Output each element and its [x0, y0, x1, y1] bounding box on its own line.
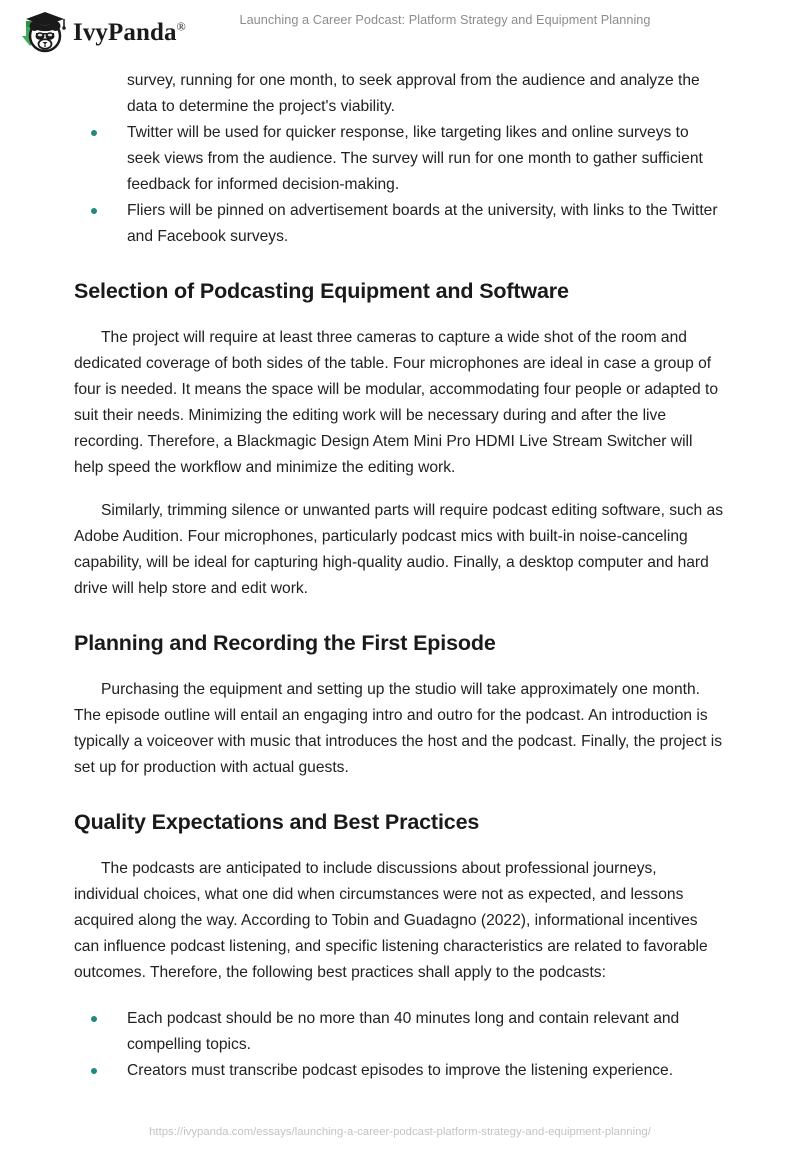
section-heading-quality: Quality Expectations and Best Practices: [74, 810, 480, 834]
spacer: [74, 836, 724, 856]
bottom-bullet-list: [74, 1006, 724, 1084]
spacer: [74, 657, 724, 677]
list-item: Each podcast should be no more than 40 minutes long and contain relevant and compelling topics.: [74, 1006, 724, 1058]
spacer: [74, 781, 724, 808]
list-item-continued: survey, running for one month, to seek approval from the audience and analyze the data to determine the project's viability.: [127, 72, 700, 115]
document-body: [74, 68, 724, 1084]
spacer: [74, 305, 724, 325]
brand-name-text: IvyPanda: [73, 18, 177, 46]
page-header: [0, 0, 800, 62]
registered-mark: ®: [176, 19, 186, 34]
spacer: [74, 250, 724, 277]
top-bullet-list: [74, 120, 724, 250]
spacer: [74, 602, 724, 629]
document-header-title: Launching a Career Podcast: Platform Strategy and Equipment Planning: [239, 13, 651, 27]
paragraph: Purchasing the equipment and setting up the studio will take approximately one month. The episode outline will entail an engaging intro and outro for the podcast. An introduction is typically a voiceover with music that introduces the host and the podcast. Finally, the project is set up for production with actual guests.: [74, 681, 723, 776]
page-footer: [0, 1126, 800, 1138]
paragraph: Similarly, trimming silence or unwanted parts will require podcast editing software, such as Adobe Audition. Four microphones, particularly podcast mics with built-in noise-canceling capability, will be ideal for capturing high-quality audio. Finally, a desktop computer and hard drive will help store and edit work.: [74, 502, 723, 597]
section-heading-equipment: Selection of Podcasting Equipment and Software: [74, 279, 569, 303]
spacer: [74, 986, 724, 1006]
section-heading-planning: Planning and Recording the First Episode: [74, 631, 496, 655]
continued-bullet-list: [74, 68, 724, 120]
paragraph: The project will require at least three cameras to capture a wide shot of the room and dedicated coverage of both sides of the table. Four microphones are ideal in case a group of four is needed. It means the space will be modular, accommodating four people or adapted to suit their needs. Minimizing the editing work will be necessary during and after the live recording. Therefore, a Blackmagic Design Atem Mini Pro HDMI Live Stream Switcher will help speed the workflow and minimize the editing work.: [74, 329, 719, 476]
list-item: Twitter will be used for quicker response, like targeting likes and online surveys to seek views from the audience. The survey will run for one month to gather sufficient feedback for informed decision-making.: [74, 120, 724, 198]
list-item: Fliers will be pinned on advertisement boards at the university, with links to the Twitter and Facebook surveys.: [74, 198, 724, 250]
source-url-link[interactable]: https://ivypanda.com/essays/launching-a-career-podcast-platform-strategy-and-equipment-planning/: [149, 1126, 651, 1138]
paragraph: The podcasts are anticipated to include discussions about professional journeys, individual choices, what one did when circumstances were not as expected, and lessons acquired along the way. According to Tobin and Guadagno (2022), informational incentives can influence podcast listening, and specific listening characteristics are related to favorable outcomes. Therefore, the following best practices shall apply to the podcasts:: [74, 860, 708, 981]
list-item: Creators must transcribe podcast episodes to improve the listening experience.: [74, 1058, 724, 1084]
